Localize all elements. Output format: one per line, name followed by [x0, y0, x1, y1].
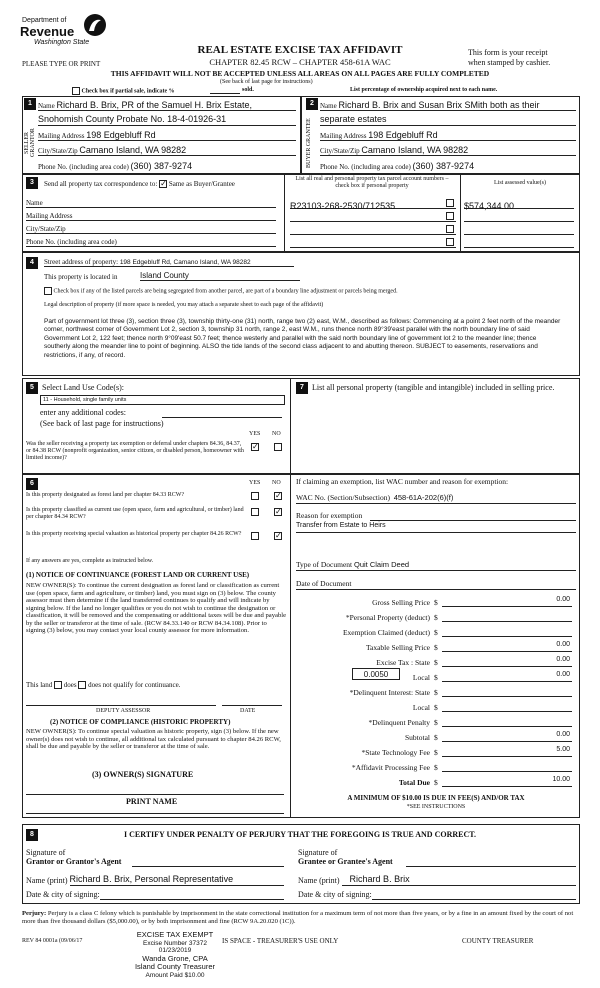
- tax-row: [296, 596, 576, 611]
- tax-row-value[interactable]: 5.00: [442, 746, 572, 757]
- grantee-name-row: Name (print) Richard B. Brix: [298, 874, 576, 886]
- legal-label: Legal description of property (if more space is needed, you may attach a separate sheet to each page of the affidavit): [44, 302, 324, 308]
- section-2-number: 2: [306, 98, 318, 110]
- see-instructions: *SEE INSTRUCTIONS: [406, 804, 466, 810]
- parcel-header: List all real and personal property tax parcel account numbers – check box if personal property: [295, 176, 449, 189]
- dor-logo: [22, 12, 122, 52]
- if-yes-text: If any answers are yes, complete as instructed below.: [26, 558, 154, 564]
- tax-row-value[interactable]: 0.00: [442, 731, 572, 742]
- partial-sale-checkbox[interactable]: [72, 87, 80, 95]
- grantee-name-field[interactable]: Richard B. Brix: [342, 874, 576, 886]
- minimum-notice: A MINIMUM OF $10.00 IS DUE IN FEE(S) AND/OR TAX: [347, 794, 525, 802]
- section-6-number: 6: [26, 478, 38, 490]
- notice2-title: (2) NOTICE OF COMPLIANCE (HISTORIC PROPERTY): [50, 718, 231, 726]
- notice1-title: (1) NOTICE OF CONTINUANCE (FOREST LAND OR CURRENT USE): [26, 571, 250, 579]
- section-1-number: 1: [24, 98, 36, 110]
- county-treasurer: COUNTY TREASURER: [462, 937, 534, 945]
- section-4-number: 4: [26, 257, 38, 269]
- seller-phone-field[interactable]: (360) 387-9274: [130, 160, 193, 171]
- assessed-header: List assessed value(s): [494, 180, 546, 186]
- dollar-sign: $: [434, 643, 438, 652]
- notice2-text: NEW OWNER(S): To continue special valuation as historic property, sign (3) below. If the new owner(s) does not wish to continue, all additional tax calculated pursuant to chapter 84.26 RCW, shall be due and payable by the seller or transferor at the time of sale.: [26, 728, 281, 751]
- print-name-line[interactable]: [26, 813, 284, 814]
- grantor-signature-line[interactable]: [132, 866, 284, 867]
- owner-signature-line[interactable]: [26, 794, 284, 795]
- same-as-buyer-checkbox[interactable]: ✓: [160, 179, 167, 189]
- does-checkbox[interactable]: [54, 681, 62, 689]
- dor-logo-icon: [82, 12, 108, 38]
- assessed-list: [464, 196, 574, 248]
- historic-yes-checkbox[interactable]: [251, 532, 259, 540]
- receipt-line2: when stamped by cashier.: [468, 58, 551, 67]
- personal-property-checkbox-3[interactable]: [446, 225, 454, 233]
- grantor-sig-label-1: Signature of: [26, 848, 66, 857]
- grantor-name-row: Name (print) Richard B. Brix, Personal Representative: [26, 874, 284, 886]
- located-label: This property is located in: [44, 273, 118, 281]
- corr-city-field[interactable]: City/State/Zip: [26, 221, 276, 234]
- buyer-name-field[interactable]: Richard B. Brix and Susan Brix SMith both as their: [338, 99, 540, 110]
- owner-signature-label: (3) OWNER(S) SIGNATURE: [92, 770, 194, 779]
- legal-description[interactable]: Part of government lot three (3), section three (3), township thirty-one (31) north, range two (2) east, W.M., described as follows: Commencing at a point 2 feet north of the meander corner, northwest corner of Government Lot 2, section 3, township 31 north, range 2, east W.M., runs thence north 89°39'east parallel with the north boundary line of said Government Lot 2, 122 feet; thence north 9°09'east 50.7 feet; thence westerly and parallel with the said north boundary line of government lot 2 to the meander line; thence southerly along the meander line to point of beginning. ALSO the tide lands of the second class adjacent to and abutting thereon. SUBJECT to easements, reservations and restrictions, if any, of record.: [44, 318, 561, 359]
- section-8-number: 8: [26, 829, 38, 841]
- exempt-yes-checkbox[interactable]: ✓: [252, 442, 259, 451]
- sold-label: sold.: [242, 87, 254, 93]
- corr-phone-field[interactable]: Phone No. (including area code): [26, 234, 276, 247]
- additional-codes-label: enter any additional codes:: [40, 408, 126, 417]
- grantor-name-field[interactable]: Richard B. Brix, Personal Representative: [70, 874, 284, 886]
- corr-name-field[interactable]: Name: [26, 196, 276, 208]
- dept-small: Department of: [22, 17, 67, 24]
- partial-label: Check box if partial sale, indicate %: [81, 88, 175, 95]
- tax-row-value[interactable]: [442, 611, 572, 622]
- doc-type-row: Type of Document Quit Claim Deed: [296, 561, 576, 571]
- tax-row: [296, 671, 576, 686]
- dollar-sign: $: [434, 763, 438, 772]
- print-name-label: PRINT NAME: [126, 797, 178, 806]
- yes-header: YES: [249, 431, 261, 437]
- send-correspondence: Send all property tax correspondence to: ✓ Same as Buyer/Grantee: [44, 179, 235, 189]
- personal-property-label: List all personal property (tangible and intangible) included in selling price.: [312, 383, 555, 392]
- forest-yes-checkbox[interactable]: [251, 492, 259, 500]
- corr-mailing-field[interactable]: Mailing Address: [26, 208, 276, 221]
- seller-city-field[interactable]: Camano Island, WA 98282: [79, 144, 187, 155]
- exempt-no-checkbox[interactable]: [274, 443, 282, 451]
- please-type: PLEASE TYPE OR PRINT: [22, 60, 101, 68]
- no-header-6: NO: [272, 480, 281, 486]
- seller-address-field[interactable]: 198 Edgebluff Rd: [86, 129, 156, 140]
- yes-header-6: YES: [249, 480, 261, 486]
- tax-row: [296, 731, 576, 746]
- tax-row-label: Taxable Selling Price: [365, 643, 430, 652]
- wac-field[interactable]: 458-61A-202(6)(f): [393, 493, 454, 502]
- tax-row: [296, 611, 576, 626]
- treasurer-space: IS SPACE - TREASURER'S USE ONLY: [222, 937, 339, 945]
- receipt-line1: This form is your receipt: [468, 48, 548, 57]
- current-use-yes-checkbox[interactable]: [251, 508, 259, 516]
- segregated-checkbox[interactable]: [44, 287, 52, 295]
- dollar-sign: $: [434, 628, 438, 637]
- tax-row-label: *State Technology Fee: [361, 748, 430, 757]
- grantee-date-field[interactable]: [372, 892, 576, 900]
- buyer-side-label: BUYER GRANTEE: [306, 118, 312, 168]
- tax-row-value[interactable]: [442, 716, 572, 727]
- dollar-sign: $: [434, 688, 438, 697]
- grantor-date-field[interactable]: [100, 892, 284, 900]
- personal-property-checkbox-2[interactable]: [446, 212, 454, 220]
- tax-row: [296, 716, 576, 731]
- dept-state: Washington State: [34, 39, 90, 46]
- tax-row-label: Exemption Claimed (deduct): [342, 628, 430, 637]
- current-use-no-checkbox[interactable]: ✓: [275, 507, 282, 516]
- additional-codes-field[interactable]: [162, 417, 282, 418]
- county-field[interactable]: Island County: [140, 271, 300, 281]
- dollar-sign: $: [434, 703, 438, 712]
- seller-side-label: SELLER GRANTOR: [24, 128, 36, 158]
- dollar-sign: $: [434, 658, 438, 667]
- grantor-sig-label-2: Grantor or Grantor's Agent: [26, 857, 122, 866]
- tax-row-label: Total Due: [398, 778, 430, 787]
- no-header: NO: [272, 431, 281, 437]
- reason-field[interactable]: Transfer from Estate to Heirs: [296, 522, 386, 529]
- doc-type-field[interactable]: Quit Claim Deed: [354, 560, 410, 569]
- tax-row-value[interactable]: 0.00: [442, 656, 572, 667]
- treasurer-stamp: EXCISE TAX EXEMPT Excise Number 37372 01/23/2019 Wanda Grone, CPA Island County Treasurer Amount Paid $10.00: [134, 930, 216, 979]
- deputy-assessor-line[interactable]: [26, 705, 216, 706]
- street-field[interactable]: 198 Edgebluff Rd, Camano Island, WA 98282: [119, 258, 251, 266]
- tax-row-value[interactable]: [442, 761, 572, 772]
- form-chapters: CHAPTER 82.45 RCW – CHAPTER 458-61A WAC: [209, 57, 391, 67]
- tax-row: [296, 686, 576, 701]
- grantee-date-row: Date & city of signing:: [298, 890, 576, 900]
- dollar-sign: $: [434, 748, 438, 757]
- partial-sale: [72, 87, 175, 95]
- tax-row: [296, 746, 576, 761]
- tax-row-label: Local: [412, 673, 430, 682]
- local-rate-field[interactable]: 0.0050: [352, 668, 400, 680]
- tax-row-label: *Delinquent Penalty: [368, 718, 430, 727]
- section-7-number: 7: [296, 382, 308, 394]
- rev-number: REV 84 0001a (09/06/17: [22, 938, 83, 944]
- section-5-number: 5: [26, 382, 38, 394]
- historic-no-checkbox[interactable]: ✓: [275, 531, 282, 540]
- tax-row-value[interactable]: [442, 701, 572, 712]
- tax-row: [296, 776, 576, 791]
- land-use-see-back: (See back of last page for instructions): [40, 419, 164, 428]
- partial-pct-field[interactable]: [210, 93, 240, 94]
- tax-row: [296, 656, 576, 671]
- buyer-address-field[interactable]: 198 Edgebluff Rd: [368, 129, 438, 140]
- section-3-fields: [26, 196, 276, 247]
- wac-row: WAC No. (Section/Subsection) 458-61A-202(6)(f): [296, 494, 576, 504]
- tax-row-label: *Affidavit Processing Fee: [351, 763, 430, 772]
- grantee-sig-label-1: Signature of: [298, 848, 338, 857]
- notice1-text: NEW OWNER(S): To continue the current designation as forest land or classification as current use (open space, farm and agriculture, or timber) land, you must sign on (3) below. The county assessor must then determine if the land transferred continues to qualify and will indicate by signing below. If the land no longer qualifies or you do not wish to continue the designation or classification, it will be removed and the compensating or additional taxes will be due and payable by the seller or transferor at the time of sale. (RCW 84.33.140 or RCW 84.34.108). Prior to signing (3) below, you may contact your local county assessor for more information.: [26, 582, 287, 635]
- seller-name-row: Name Richard B. Brix, PR of the Samuel H. Brix Estate,: [38, 98, 296, 111]
- tax-row-label: Local: [412, 703, 430, 712]
- tax-row-label: Excise Tax : State: [376, 658, 430, 667]
- personal-property-checkbox-4[interactable]: [446, 238, 454, 246]
- see-back: (See back of last page for instructions): [220, 79, 313, 85]
- parcel-number-field[interactable]: R23103-268-2530/712535: [290, 201, 396, 211]
- exemption-label: If claiming an exemption, list WAC number and reason for exemption:: [296, 477, 509, 486]
- segregated-row: Check box if any of the listed parcels are being segregated from another parcel, are part of a boundary line adjustment or parcels being merged.: [44, 287, 398, 295]
- personal-property-checkbox-1[interactable]: [446, 199, 454, 207]
- assessed-value-field[interactable]: $574,344.00: [464, 201, 515, 211]
- date-label: DATE: [240, 708, 256, 714]
- certify-text: I CERTIFY UNDER PENALTY OF PERJURY THAT THE FOREGOING IS TRUE AND CORRECT.: [123, 830, 476, 839]
- seller-name-field-2[interactable]: Snohomish County Probate No. 18-4-01926-31: [38, 111, 296, 126]
- dollar-sign: $: [434, 613, 438, 622]
- tax-row: [296, 761, 576, 776]
- dept-big: Revenue: [20, 24, 75, 39]
- reason-label: Reason for exemption: [296, 511, 363, 520]
- land-use-label: Select Land Use Code(s):: [42, 383, 124, 392]
- section-3-number: 3: [26, 177, 38, 189]
- tax-row: [296, 626, 576, 641]
- tax-table: [296, 596, 576, 791]
- tax-row-value[interactable]: [442, 686, 572, 697]
- perjury-text: Perjury: Perjury is a class C felony which is punishable by imprisonment in the state correctional institution for a maximum term of not more than five years, or by a fine in an amount fixed by the court of not more than five thousand dollars ($5,000.00), or by both imprisonment and fine (RCW 9A.20.020 (1C)).: [22, 910, 574, 925]
- tax-row-label: Subtotal: [404, 733, 430, 742]
- historic-question: Is this property receiving special valuation as historical property per chapter 84.26 RCW?: [26, 531, 242, 537]
- doc-date-row[interactable]: Date of Document: [296, 580, 576, 590]
- tax-row-value[interactable]: 0.00: [442, 671, 572, 682]
- tax-row: [296, 641, 576, 656]
- grantee-signature-line[interactable]: [406, 866, 576, 867]
- forest-question: Is this property designated as forest land per chapter 84.33 RCW?: [26, 492, 185, 498]
- deputy-assessor-label: DEPUTY ASSESSOR: [96, 708, 151, 714]
- tax-row-value[interactable]: [442, 626, 572, 637]
- buyer-city-field[interactable]: Camano Island, WA 98282: [361, 144, 469, 155]
- grantee-sig-label-2: Grantee or Grantee's Agent: [298, 857, 393, 866]
- current-use-question: Is this property classified as current use (open space, farm and agricultural, or timber) land per chapter 84.34 RCW?: [26, 507, 244, 520]
- assessor-date-line[interactable]: [222, 705, 282, 706]
- tax-row-label: *Delinquent Interest: State: [349, 688, 430, 697]
- tax-row-label: *Personal Property (deduct): [345, 613, 430, 622]
- this-land-row: This land does does not qualify for continuance.: [26, 681, 181, 689]
- buyer-name-field-2[interactable]: separate estates: [320, 111, 576, 126]
- warning: THIS AFFIDAVIT WILL NOT BE ACCEPTED UNLESS ALL AREAS ON ALL PAGES ARE FULLY COMPLETED: [110, 69, 490, 78]
- exempt-question: Was the seller receiving a property tax exemption or deferral under chapters 84.36, 84.37, or 84.38 RCW (nonprofit organization, senior citizen, or disabled person, homeowner with limited income)?: [26, 441, 244, 461]
- dollar-sign: $: [434, 598, 438, 607]
- dollar-sign: $: [434, 673, 438, 682]
- tax-row: [296, 701, 576, 716]
- list-pct: List percentage of ownership acquired next to each name.: [350, 87, 498, 93]
- tax-row-value[interactable]: 10.00: [442, 776, 572, 787]
- land-use-select[interactable]: 11 - Household, single family units: [40, 395, 285, 405]
- buyer-phone-field[interactable]: (360) 387-9274: [412, 160, 475, 171]
- seller-name-field[interactable]: Richard B. Brix, PR of the Samuel H. Brix Estate,: [56, 99, 253, 110]
- grantor-date-row: Date & city of signing:: [26, 890, 284, 900]
- dollar-sign: $: [434, 718, 438, 727]
- does-not-checkbox[interactable]: [78, 681, 86, 689]
- street-row: Street address of property: 198 Edgebluff Rd, Camano Island, WA 98282: [44, 258, 294, 267]
- dollar-sign: $: [434, 733, 438, 742]
- tax-row-value[interactable]: 0.00: [442, 596, 572, 607]
- tax-row-label: Gross Selling Price: [372, 598, 430, 607]
- parcel-list: [290, 196, 456, 248]
- form-title: REAL ESTATE EXCISE TAX AFFIDAVIT: [197, 44, 403, 56]
- tax-row-value[interactable]: 0.00: [442, 641, 572, 652]
- forest-no-checkbox[interactable]: ✓: [275, 491, 282, 500]
- dollar-sign: $: [434, 778, 438, 787]
